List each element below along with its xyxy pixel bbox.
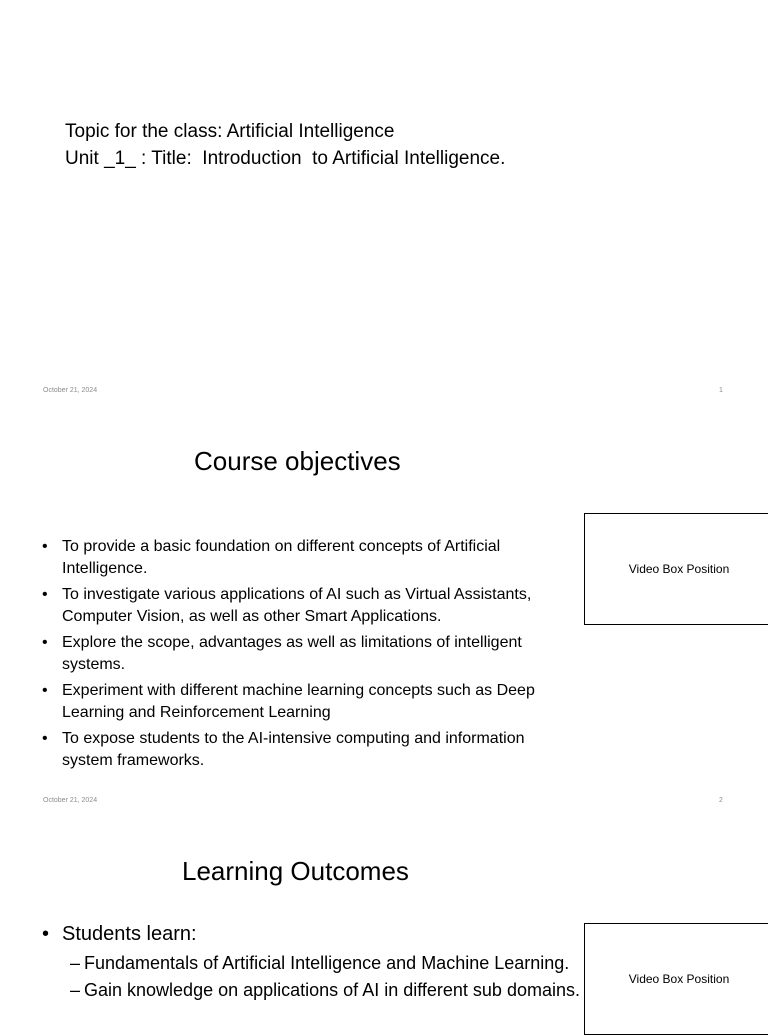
objective-item: • Experiment with different machine learning concepts such as Deep Learning and Reinforcement Learning [42, 680, 577, 724]
objectives-list [42, 536, 577, 776]
slide-2 [0, 410, 768, 820]
video-box-placeholder: Video Box Position [584, 923, 768, 1035]
slide-3 [0, 820, 768, 1024]
slide-1 [0, 0, 768, 410]
outcome-sub-item: – Gain knowledge on applications of AI in different sub domains. [62, 978, 587, 1002]
outcome-item [42, 920, 587, 1002]
slide-1-page-number: 1 [719, 387, 723, 394]
objective-item: • To investigate various applications of AI such as Virtual Assistants, Computer Vision, as well as other Smart Applications. [42, 584, 577, 628]
video-box-placeholder: Video Box Position [584, 513, 768, 625]
slide-1-title-block [65, 118, 505, 172]
topic-line: Topic for the class: Artificial Intelligence [65, 121, 395, 142]
slide-2-page-number: 2 [719, 797, 723, 804]
objective-item: • To provide a basic foundation on different concepts of Artificial Intelligence. [42, 536, 577, 580]
course-objectives-title: Course objectives [194, 446, 401, 476]
objective-item: • To expose students to the AI-intensive computing and information system frameworks. [42, 728, 577, 772]
unit-title-line: Unit _1_ : Title: Introduction to Artificial Intelligence. [65, 148, 506, 169]
slide-1-date: October 21, 2024 [43, 387, 98, 394]
outcome-heading: Students learn: [62, 923, 197, 945]
outcome-sub-item: – Fundamentals of Artificial Intelligence and Machine Learning. [62, 951, 587, 975]
objective-item: • Explore the scope, advantages as well as limitations of intelligent systems. [42, 632, 577, 676]
slide-2-date: October 21, 2024 [43, 797, 98, 804]
outcomes-list [42, 920, 587, 1002]
outcome-sub-list [62, 951, 587, 1002]
learning-outcomes-title: Learning Outcomes [182, 856, 409, 886]
